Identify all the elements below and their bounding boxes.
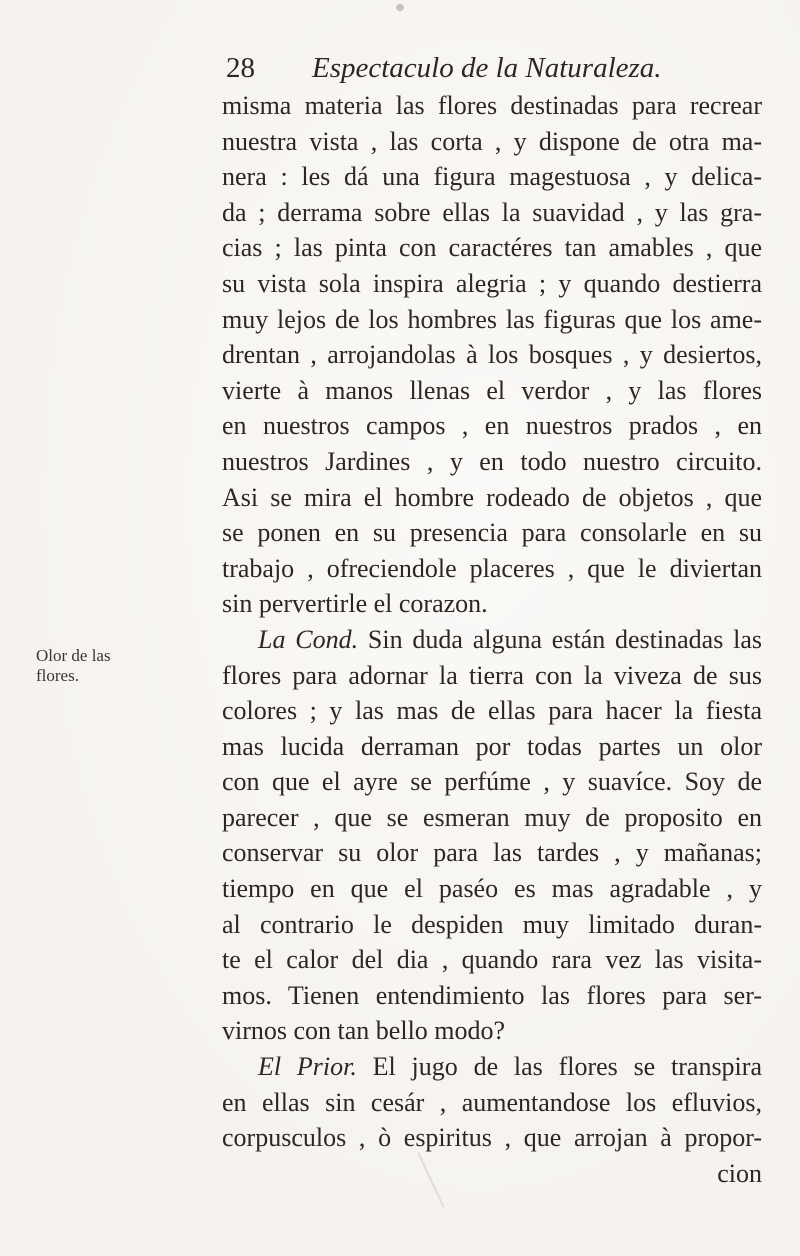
speaker-name: El Prior. — [258, 1052, 357, 1082]
text-line: corpusculos , ò espiritus , que arrojan à propor- — [222, 1123, 762, 1153]
running-title: Espectaculo de la Naturaleza. — [312, 52, 662, 84]
text-line: vierte à manos llenas el verdor , y las flores — [222, 375, 762, 405]
text-line: mas lucida derraman por todas partes un olor — [222, 731, 762, 761]
text-line: en nuestros campos , en nuestros prados , en — [222, 411, 762, 441]
margin-note — [36, 646, 116, 686]
text-line: trabajo , ofreciendole placeres , que le diviertan — [222, 553, 762, 583]
text-line: conservar su olor para las tardes , y mañanas; — [222, 838, 762, 868]
text-line: parecer , que se esmeran muy de proposito en — [222, 802, 762, 832]
text-line: tiempo en que el paséo es mas agradable , y — [222, 874, 762, 904]
text-line: su vista sola inspira alegria ; y quando destierra — [222, 268, 762, 298]
text-line: Asi se mira el hombre rodeado de objetos , que — [222, 482, 762, 512]
text-line: muy lejos de los hombres las figuras que los ame- — [222, 304, 762, 334]
text-line: se ponen en su presencia para consolarle en su — [222, 518, 762, 548]
speech-text: El jugo de las flores se transpira — [356, 1052, 762, 1082]
text-line: con que el ayre se perfúme , y suavíce. Soy de — [222, 767, 762, 797]
margin-note-line: Olor de las — [36, 646, 111, 665]
text-line: sin pervertirle el corazon. — [222, 589, 488, 619]
text-line: al contrario le despiden muy limitado duran- — [222, 909, 762, 939]
text-line — [222, 622, 762, 658]
speech-text: Sin duda alguna están destinadas las — [358, 624, 762, 654]
text-line: virnos con tan bello modo? — [222, 1016, 506, 1046]
text-line: drentan , arrojandolas à los bosques , y desiertos, — [222, 340, 762, 370]
text-line: nuestros Jardines , y en todo nuestro circuito. — [222, 446, 762, 476]
text-line: misma materia las flores destinadas para recrear — [222, 91, 762, 120]
text-line — [222, 1049, 762, 1085]
running-head — [226, 48, 746, 88]
text-line: da ; derrama sobre ellas la suavidad , y las gra- — [222, 197, 762, 227]
text-line: mos. Tienen entendimiento las flores para ser- — [222, 980, 762, 1010]
body-text — [222, 88, 762, 1191]
text-line: en ellas sin cesár , aumentandose los efluvios, — [222, 1087, 762, 1117]
text-line: colores ; y las mas de ellas para hacer la fiesta — [222, 696, 762, 726]
margin-note-line: flores. — [36, 666, 79, 685]
page-number: 28 — [226, 52, 255, 84]
catchword: cion — [717, 1158, 762, 1188]
text-line: flores para adornar la tierra con la viveza de sus — [222, 660, 762, 690]
paper-speck — [396, 4, 404, 11]
text-line: nuestra vista , las corta , y dispone de otra ma- — [222, 126, 762, 156]
speaker-name: La Cond. — [258, 624, 359, 654]
text-line: nera : les dá una figura magestuosa , y delica- — [222, 162, 762, 192]
text-line: cias ; las pinta con caractéres tan amables , que — [222, 233, 762, 263]
text-line: te el calor del dia , quando rara vez las visita- — [222, 945, 762, 975]
